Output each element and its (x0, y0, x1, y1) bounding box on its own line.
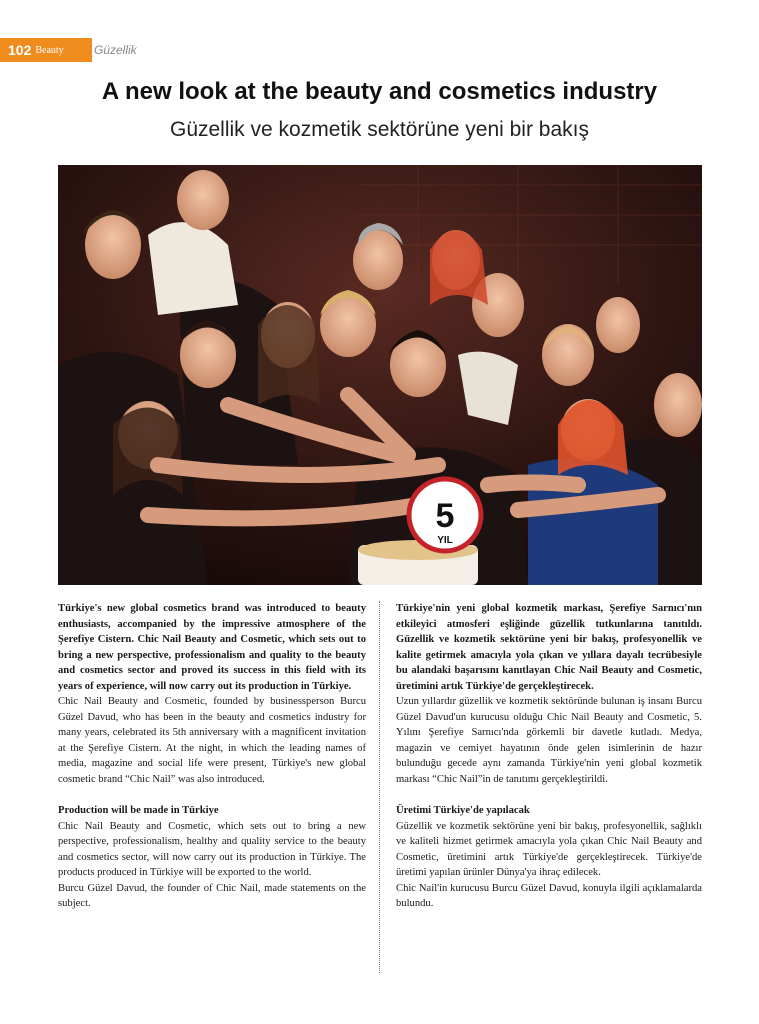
english-paragraph-2: Chic Nail Beauty and Cosmetic, which sets out to bring a new perspective, professionalism, healthy and quality service to the beauty and cosmetics sector, will now carry out its production in Türkiye. The products produced in Türkiye will be exported to the world. (58, 820, 366, 878)
turkish-lead-paragraph: Türkiye'nin yeni global kozmetik markası, Şerefiye Sarnıcı'nın etkileyici atmosferi eşliğinde güzellik tutkunlarına tanıtıldı. Güzellik ve kozmetik sektörüne yeni bir bakış, profesyonellik ve kalite getirmek amacıyla yola çıkan ve yıllara dayalı tecrübesiyle bu alandaki başarısını kanıtlayan Chic Nail Beauty and Cosmetic, üretimini artık Türkiye'de gerçekleştirecek. (396, 603, 702, 692)
turkish-paragraph-2: Güzellik ve kozmetik sektörüne yeni bir bakış, profesyonellik, sağlıklı ve kaliteli hizmet getirmek amacıyla yola çıkan Chic Nail Beauty and Cosmetic, üretimini artık Türkiye'de gerçekleştirecek. Türkiye'de üretimi yapılan ürünler Dünya'ya ihraç edilecek. (396, 820, 702, 878)
page-number: 102 (8, 42, 32, 58)
turkish-column (396, 601, 702, 912)
headline-english: A new look at the beauty and cosmetics industry (101, 78, 658, 105)
turkish-paragraph-1: Uzun yıllardır güzellik ve kozmetik sektöründe bulunan iş insanı Burcu Güzel Davud'un kurucusu olduğu Chic Nail Beauty and Cosmetic, 5. Yılını Şerefiye Sarnıcı'nda görkemli bir davetle kutladı. Medya, magazin ve cemiyet hayatının önde gelen isimlerinin de hazır bulunduğu gecede aynı zamanda Türkiye'nin yeni global kozmetik markası “Chic Nail”in de tanıtımı gerçekleştirildi. (396, 696, 702, 785)
english-paragraph-1: Chic Nail Beauty and Cosmetic, founded by businessperson Burcu Güzel Davud, who has been in the beauty and cosmetics industry for many years, celebrated its 5th anniversary with a magnificent invitation at the Şerefiye Cistern. At the night, in which the leading names of media, magazine and social life were present, Türkiye's new global cosmetic brand “Chic Nail” was also introduced. (58, 696, 366, 785)
english-subheading: Production will be made in Türkiye (58, 805, 219, 816)
section-tag: Güzellik (94, 43, 137, 57)
section-name: Beauty (35, 44, 64, 56)
section-header-bar (0, 38, 92, 62)
anniversary-sign-label: YIL (437, 535, 453, 546)
headline-turkish: Güzellik ve kozmetik sektörüne yeni bir bakış (169, 118, 589, 141)
english-paragraph-3: Burcu Güzel Davud, the founder of Chic Nail, made statements on the subject. (58, 882, 366, 909)
turkish-paragraph-3: Chic Nail'in kurucusu Burcu Güzel Davud, konuyla ilgili açıklamalarda bulundu. (396, 882, 702, 909)
column-divider (379, 601, 380, 973)
event-photo (58, 165, 702, 585)
anniversary-sign-number: 5 (435, 497, 455, 535)
english-column (58, 601, 366, 912)
english-lead-paragraph: Türkiye's new global cosmetics brand was introduced to beauty enthusiasts, accompanied by the impressive atmosphere of the Şerefiye Cistern. Chic Nail Beauty and Cosmetic, which sets out to bring a new perspective, professionalism and quality to the beauty and cosmetics sector and proved its success in this field with its years of experience, will now carry out its production in Türkiye. (58, 603, 366, 692)
turkish-subheading: Üretimi Türkiye'de yapılacak (396, 805, 530, 816)
